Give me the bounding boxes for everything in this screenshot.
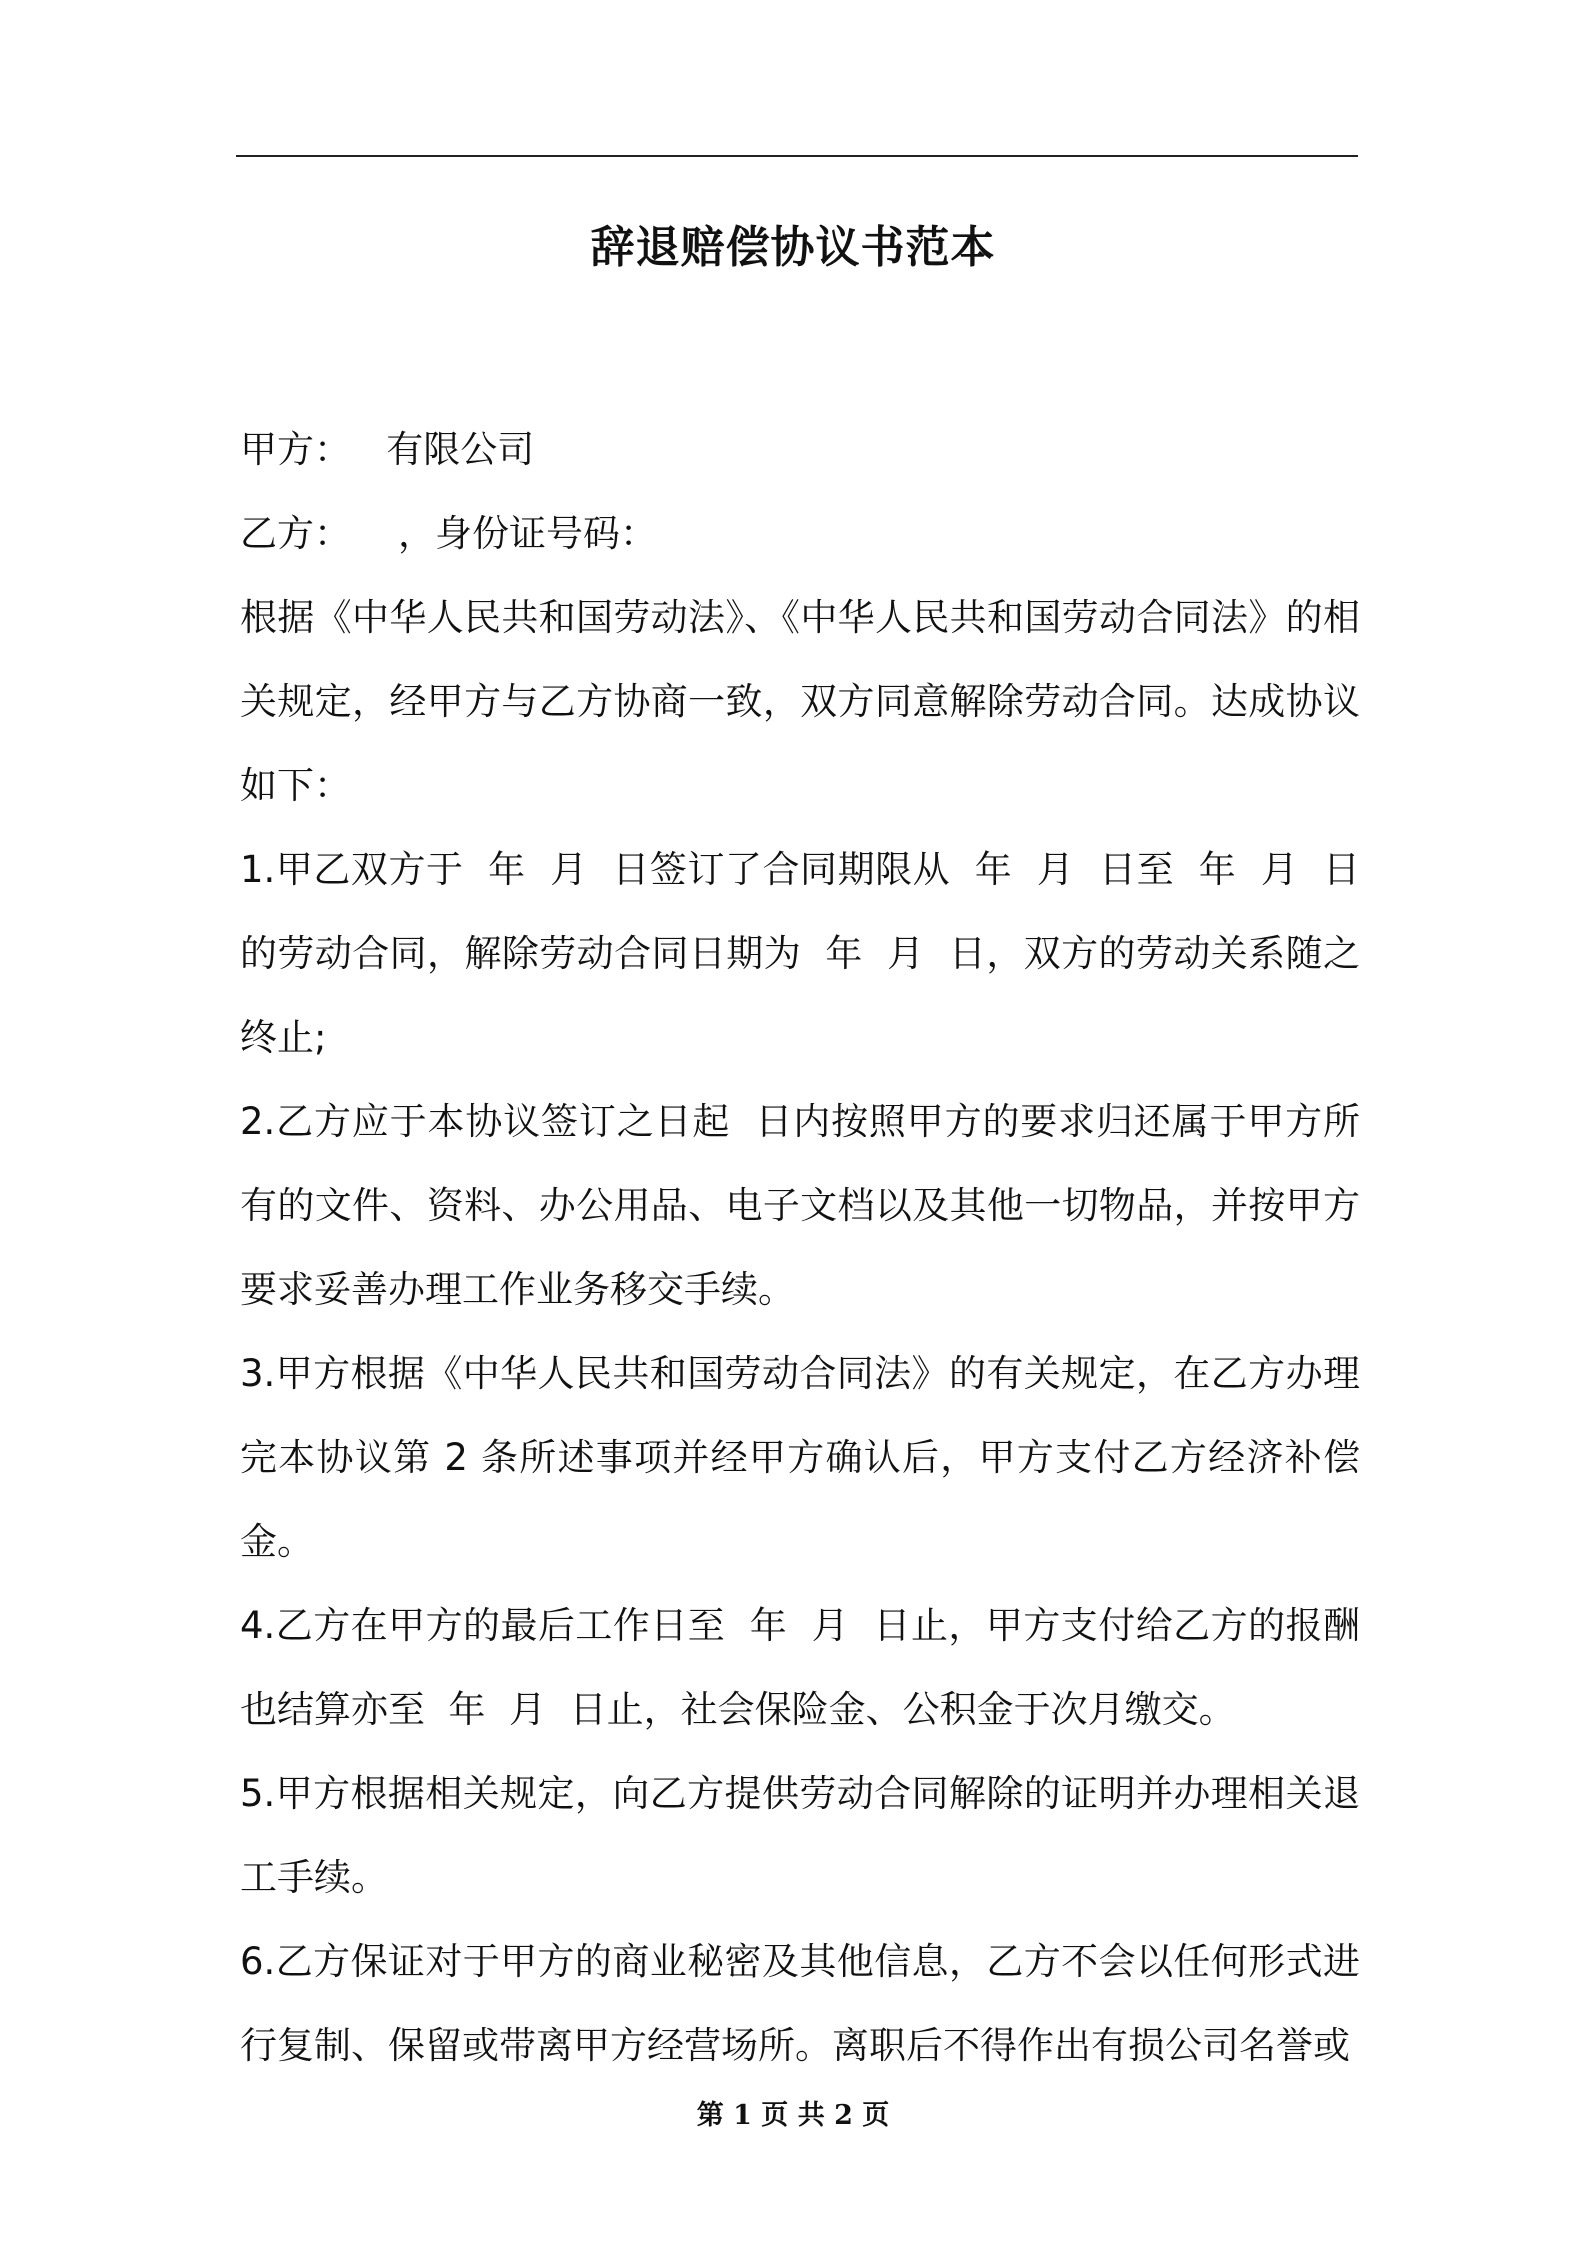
document-title: 辞退赔偿协议书范本 xyxy=(590,222,996,273)
header-rule xyxy=(236,155,1358,157)
clause-3: 3.甲方根据《中华人民共和国劳动合同法》的有关规定，在乙方办理完本协议第 2 条所述事项并经甲方确认后，甲方支付乙方经济补偿金。 xyxy=(240,1352,1360,1563)
document-body xyxy=(240,408,1360,2088)
clause-4: 4.乙方在甲方的最后工作日至 年 月 日止，甲方支付给乙方的报酬也结算亦至 年 月 日止，社会保险金、公积金于次月缴交。 xyxy=(240,1604,1360,1731)
party-b-line: 乙方： ，身份证号码： xyxy=(240,512,658,555)
preamble-paragraph: 根据《中华人民共和国劳动法》、《中华人民共和国劳动合同法》的相关规定，经甲方与乙方协商一致，双方同意解除劳动合同。达成协议如下： xyxy=(240,596,1360,807)
clause-6: 6.乙方保证对于甲方的商业秘密及其他信息，乙方不会以任何形式进行复制、保留或带离甲方经营场所。离职后不得作出有损公司名誉或 xyxy=(240,1940,1360,2067)
party-a-line: 甲方： 有限公司 xyxy=(240,428,535,471)
clause-1: 1.甲乙双方于 年 月 日签订了合同期限从 年 月 日至 年 月 日的劳动合同，解除劳动合同日期为 年 月 日，双方的劳动关系随之终止; xyxy=(240,848,1360,1059)
page-number-footer: 第 1 页 共 2 页 xyxy=(696,2100,890,2131)
clause-2: 2.乙方应于本协议签订之日起 日内按照甲方的要求归还属于甲方所有的文件、资料、办公用品、电子文档以及其他一切物品，并按甲方要求妥善办理工作业务移交手续。 xyxy=(240,1100,1360,1311)
clause-5: 5.甲方根据相关规定，向乙方提供劳动合同解除的证明并办理相关退工手续。 xyxy=(240,1772,1360,1899)
